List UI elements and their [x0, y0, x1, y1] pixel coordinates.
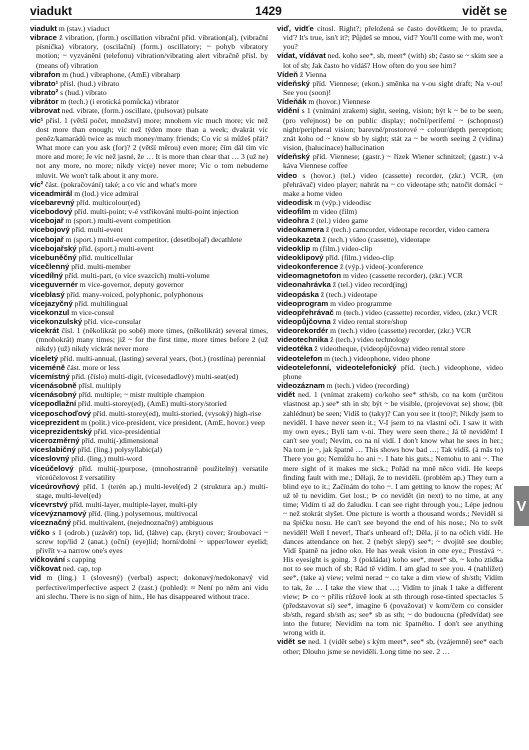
- entry-headword: videopřehrávač: [277, 307, 334, 317]
- entry-headword: videozáznam: [277, 381, 325, 391]
- entry-headword: videopáska: [277, 289, 319, 299]
- thumb-index-letter: V: [516, 497, 527, 515]
- entry-headword: vícebojařský: [30, 243, 77, 253]
- dictionary-entry: [30, 417, 268, 427]
- dictionary-entry: [277, 97, 503, 107]
- entry-definition: příd. (ling.) polysemous, multivocal: [86, 509, 198, 519]
- dictionary-entry: [277, 298, 503, 308]
- entry-headword: vícepodlažní: [30, 399, 77, 409]
- entry-definition: m (lod.) vice admiral: [72, 188, 139, 198]
- dictionary-entry: [277, 307, 503, 317]
- entry-headword: videotelefon: [277, 353, 323, 363]
- dictionary-entry: [277, 271, 503, 281]
- entry-definition: příd. multi-storey(ed), (AmE) multi-story/storied: [76, 399, 227, 409]
- entry-headword: víčkování: [30, 555, 66, 565]
- entry-definition: s (hovor.) (tel.) video (cassette) recorder, (zkr.) VCR, (en přehrávač) video player; nahrát na ~ co videotape sth; natočit domácí ~ make a home video: [283, 170, 503, 198]
- entry-headword: víceznačný: [30, 518, 72, 528]
- entry-headword: vícejazyčný: [30, 298, 73, 308]
- dictionary-entry: [30, 307, 268, 317]
- dictionary-entry: [30, 69, 268, 79]
- dictionary-entry: [30, 454, 268, 464]
- thumb-index-tab: [514, 486, 529, 526]
- entry-headword: vícevýznamový: [30, 509, 87, 519]
- dictionary-entry: [277, 344, 503, 354]
- entry-definition: příd. (sport.) multi-event: [76, 243, 154, 253]
- entry-definition: příd. many-voiced, polyphonic, polyphonous: [64, 289, 204, 299]
- entry-headword: vícemístný: [30, 371, 70, 381]
- entry-headword: videonahrávka: [277, 280, 331, 290]
- dictionary-entry: [277, 106, 503, 153]
- entry-headword: videokonference: [277, 262, 339, 272]
- entry-headword: vibrafon: [30, 69, 61, 79]
- right-guide-word: vidět se: [462, 4, 507, 18]
- dictionary-entry: [30, 262, 268, 272]
- dictionary-entry: [30, 555, 268, 565]
- dictionary-entry: [30, 436, 268, 446]
- entry-headword: videotéka: [277, 344, 313, 354]
- dictionary-entry: [277, 152, 503, 171]
- entry-headword: videoprogram: [277, 298, 329, 308]
- entry-definition: příd. multi(-)purpose, (mnohostranně použitelný) versatile víceúčelovost ž versatility: [36, 463, 268, 482]
- entry-definition: m video (cassette recorder), (zkr.) VCR: [341, 271, 463, 281]
- entry-definition: příd. Viennese; (ekon.) směnka na v-ou sight draft; Na v-ou! See you (soon)!: [283, 78, 503, 98]
- entry-headword: videotelefonní, videotelefonický: [277, 362, 397, 372]
- dictionary-entry: [277, 280, 503, 290]
- dictionary-entry: [30, 564, 268, 574]
- entry-definition: přísl. 1 (větší počet, množství) more; mnohem víc much more; víc než dost more than enough; víc než týden more than a week; dvakrát víc peněz/kamarádů twice as much money/many friends; Co víc si můžeš přát? What more can you ask (for)? 2 (větší měrou) even more; čím dál tím víc more and more; Je víc než jasné, že … It is more than clear that … 3 (už ne) not any more, no more; nikdy víc(e) never more; Víc o tom nebudeme mluvit. We won't talk about it any more.: [36, 115, 268, 180]
- entry-headword: viď, vidťe: [277, 24, 314, 33]
- dictionary-entry: [277, 381, 503, 391]
- entry-headword: vícekrát: [30, 326, 60, 336]
- entry-headword: víc²: [30, 179, 44, 189]
- entry-definition: příd. (tech.) videophone, video phone: [283, 362, 503, 381]
- dictionary-entry: [30, 362, 268, 372]
- entry-headword: víceposchoďový: [30, 408, 92, 418]
- entry-headword: vícenásobně: [30, 381, 77, 391]
- dictionary-entry: [277, 207, 503, 217]
- entry-definition: s (hud.) vibrato: [58, 88, 107, 98]
- dictionary-entry: [30, 298, 268, 308]
- entry-definition: příd. multi-event: [69, 225, 123, 235]
- dictionary-entry: [277, 216, 503, 226]
- entry-definition: m (stav.) viaduct: [56, 24, 110, 33]
- entry-headword: Vídeň: [277, 69, 298, 79]
- dictionary-entry: [30, 326, 268, 354]
- entry-definition: ned. koho see*, sb, meet* (with) sb; často se ~ skim see a lot of sb; Jak často ho vídáš? How often do you see him?: [283, 51, 503, 70]
- entry-definition: m vice-consul: [69, 307, 115, 317]
- entry-headword: vícebojař: [30, 216, 64, 226]
- entry-definition: příd. multi(-)dimensional: [79, 436, 159, 446]
- entry-headword: videomagnetofon: [277, 271, 342, 281]
- right-column: [277, 24, 503, 746]
- entry-definition: s capping: [65, 555, 96, 565]
- dictionary-entry: [30, 289, 268, 299]
- entry-headword: vídat, vídávat: [277, 51, 326, 61]
- entry-definition: příd. multiple; ~ mistr multiple champion: [76, 390, 205, 400]
- entry-definition: m (hud.) vibraphone, (AmE) vibraharp: [60, 69, 181, 79]
- entry-headword: vibrato²: [30, 88, 59, 98]
- entry-headword: víceblasý: [30, 289, 65, 299]
- dictionary-entry: [30, 225, 268, 235]
- entry-definition: ž video rental store/shop: [330, 317, 408, 326]
- dictionary-entry: [277, 289, 503, 299]
- dictionary-entry: [30, 188, 268, 198]
- entry-definition: příd. multi-layer, multiple-layer, multi-ply: [67, 500, 198, 510]
- entry-headword: vicekonzulský: [30, 317, 83, 326]
- dictionary-entry: [30, 399, 268, 409]
- entry-definition: ž (tech.) video technology: [328, 335, 410, 345]
- entry-definition: příd. multilingual: [72, 298, 128, 308]
- entry-definition: m (tech.) videophone, video phone: [322, 353, 431, 363]
- entry-headword: vidět se: [277, 637, 306, 647]
- entry-headword: videokamera: [277, 225, 325, 235]
- entry-headword: vícebodový: [30, 207, 73, 217]
- dictionary-entry: [277, 637, 503, 656]
- entry-headword: videodisk: [277, 197, 313, 207]
- entry-definition: příd. (ling.) multi-word: [69, 454, 143, 464]
- entry-definition: část. more or less: [65, 362, 120, 372]
- entry-headword: viceadmirál: [30, 188, 73, 198]
- entry-headword: víceúrovňový: [30, 481, 80, 491]
- dictionary-entry: [277, 390, 503, 638]
- dictionary-entry: [277, 262, 503, 272]
- entry-headword: videoklipový: [277, 252, 324, 262]
- dictionary-entry: [277, 78, 503, 98]
- entry-headword: víčkovat: [30, 564, 61, 574]
- dictionary-entry: [30, 426, 268, 436]
- dictionary-entry: [277, 197, 503, 207]
- entry-headword: vícebuněčný: [30, 252, 77, 262]
- dictionary-entry: [277, 170, 503, 198]
- entry-definition: m video programme: [328, 298, 392, 308]
- dictionary-entry: [30, 115, 268, 180]
- entry-headword: víc¹: [30, 115, 44, 125]
- entry-definition: příd. multicolour(ed): [74, 197, 141, 207]
- dictionary-entry: [277, 326, 503, 336]
- entry-definition: příd. (film.) video-clip: [323, 252, 394, 262]
- entry-definition: m (hovor.) Viennese: [306, 97, 370, 107]
- dictionary-entry: [30, 481, 268, 500]
- dictionary-entry: [277, 252, 503, 262]
- entry-headword: videohra: [277, 216, 310, 226]
- entry-definition: ž (tech.) video (cassette), videotape: [320, 234, 431, 244]
- entry-definition: příd. multi-storey(ed), multi-storied, (vysoký) high-rise: [91, 408, 262, 418]
- entry-headword: viceguvernér: [30, 280, 78, 290]
- entry-definition: ž (tech.) camcorder, videotape recorder, video camera: [324, 225, 490, 235]
- dictionary-entry: [277, 24, 503, 52]
- entry-headword: vícebarevný: [30, 197, 75, 207]
- entry-definition: příd. Viennese; (gastr.) ~ řízek Wiener schnitzel; (gastr.) v-á káva Viennese coffee: [283, 152, 503, 171]
- entry-definition: ž (tel.) video game: [309, 216, 368, 226]
- entry-definition: ned. vibrate, (form.) oscillate, (pulsovat) pulsate: [59, 106, 209, 116]
- entry-definition: ned. 1 (vidět sebe) s kým meet*, see* sb, (vzájemně) see* each other; Dlouho jsme se neviděli. Long time no see. 2 …: [283, 637, 503, 656]
- dictionary-entry: [30, 500, 268, 510]
- entry-headword: víčko: [30, 527, 50, 537]
- entry-definition: m (výp.) videodisc: [312, 197, 372, 207]
- entry-definition: ž videotheque, (videopůjčovna) video rental store: [312, 344, 465, 354]
- dictionary-entry: [30, 207, 268, 217]
- entry-definition: s 1 (vnímání zrakem) sight, seeing, vision; být k ~ be to be seen, (pro veřejnost) be on public display; noční/periferní ~ (schopnost) night/peripheral vision; barevné/prostorové ~ colour/depth perception; znát koho od ~ know sb by sight; stát za ~ be worth seeing 2 (vidina) vision, (halucinace) hallucination: [283, 106, 503, 153]
- entry-definition: příd. multi-point; v-é vstřikování multi-point injection: [72, 207, 239, 217]
- dictionary-entry: [30, 97, 268, 107]
- dictionary-entry: [30, 271, 268, 281]
- entry-definition: m (polit.) vice-president, vice president, (AmE, hovor.) veep: [79, 417, 265, 427]
- left-column: [30, 24, 268, 746]
- entry-headword: vícečlenný: [30, 262, 70, 272]
- entry-headword: viadukt: [30, 24, 57, 33]
- dictionary-entry: [30, 78, 268, 88]
- dictionary-entry: [30, 252, 268, 262]
- dictionary-entry: [30, 243, 268, 253]
- entry-headword: vibrátor: [30, 97, 59, 107]
- entry-definition: m (tech.) video (cassette) recorder, video, (zkr.) VCR: [333, 307, 498, 317]
- entry-definition: ž (výp.) video(-)conference: [338, 262, 424, 272]
- entry-definition: čísl. 1 (několikrát po sobě) more times, (několikrát) several times, (mnohokrát) many times; již ~ for the first time, more times before 2 (už nikdy) (už) nikdy víckrát never more: [36, 326, 268, 354]
- entry-headword: video: [277, 170, 298, 180]
- entry-definition: m (tech.) (i erotická pomůcka) vibrator: [58, 97, 180, 107]
- entry-definition: příd. multicellular: [76, 252, 134, 262]
- dictionary-entry: [277, 335, 503, 345]
- entry-definition: příd. multivalent, (nejednoznačný) ambiguous: [71, 518, 214, 528]
- dictionary-entry: [30, 381, 268, 391]
- dictionary-entry: [30, 518, 268, 528]
- entry-definition: m (tech.) video (cassette) recorder, (zkr.) VCR: [328, 326, 472, 336]
- entry-headword: vícerozměrný: [30, 436, 80, 446]
- dictionary-entry: [277, 69, 503, 79]
- entry-definition: část. (pokračování) také; a co víc and what's more: [43, 179, 197, 189]
- dictionary-entry: [30, 179, 268, 189]
- entry-definition: m video (film): [310, 207, 357, 217]
- entry-headword: vid: [30, 573, 42, 583]
- entry-definition: s 1 (odrob.) (uzávěr) top, lid, (láhve) cap, (kryt) cover; šroubovací ~ screw top/lid 2 (anat.) (oční) (eye)lid; horní/dolní ~ upper/lower eyelid; přivřít v-a narrow one's eyes: [36, 527, 268, 555]
- entry-definition: m vice-governor, deputy governor: [77, 280, 184, 290]
- entry-headword: vibrovat: [30, 106, 60, 116]
- entry-definition: příd. multi-part, (o více svazcích) multi-volume: [62, 271, 210, 281]
- entry-headword: viceméně: [30, 362, 66, 372]
- dictionary-entry: [30, 390, 268, 400]
- entry-headword: vídění: [277, 106, 300, 116]
- entry-definition: ned. cap, top: [60, 564, 102, 574]
- dictionary-entry: [30, 445, 268, 455]
- dictionary-entry: [277, 225, 503, 235]
- dictionary-entry: [277, 51, 503, 70]
- entry-headword: vibrace: [30, 33, 57, 43]
- entry-definition: příd. multi-member: [69, 262, 131, 272]
- entry-definition: ž (tech.) videotape: [318, 289, 378, 299]
- entry-headword: videotechnika: [277, 335, 329, 345]
- entry-headword: viceprezident: [30, 417, 80, 427]
- dictionary-entry: [277, 317, 503, 326]
- entry-headword: videoklip: [277, 243, 311, 253]
- entry-headword: vidět: [277, 390, 295, 400]
- dictionary-entry: [30, 197, 268, 207]
- dictionary-entry: [277, 243, 503, 253]
- dictionary-entry: [30, 371, 268, 381]
- running-header: [30, 4, 507, 20]
- entry-headword: videorekordér: [277, 326, 329, 336]
- entry-definition: ž vibration, (form.) oscillation vibrační příd. vibration(al), (vibrační písnička) vibratory, (oscilační) (form.) oscillatory; ~ pohyb vibratory motion; ~ vyzvánění (telefonu) vibration/vibrating alert vibračně přísl. by (means of) vibration: [36, 33, 268, 70]
- dictionary-entry: [277, 234, 503, 244]
- dictionary-entry: [30, 88, 268, 98]
- dictionary-entry: [30, 353, 268, 363]
- entry-definition: ned. 1 (vnímat zrakem) co/koho see* sth/sb, co na kom (určitou vlastnost ap.) see* sth in sb; být ~ be visible, (projevovat se) show, (bít zahlédnut) be seen; Vidíš to (taky)? Can you see it (too)?; Nikdy jsem to neviděl. I have never seen it.; V-I jsem to na vlastní oči. I saw it with my own eyes.; Bylí tam v-ni. They were seen there.; Já tě neviděm! I can't see you!; Nevím, co na ní vidí. I don't know what he sees in her.; Na tom je ~, jak špatně … This shows how bad …; Tak vidíš. (á mās to) There you go; Nemůžu ho ani ~. I hate his guts.; Nemohu to ani ~. The mere sight of it makes me sick.; Pořád na mně něco vidí. He keeps finding fault with me.; Dělají, že to neviděli. (problém ap.) They turn a blind eye to it.; Začínám do toho ~. I am getting to know the ropes; Ať už tě tu nevidím. Get lost.; ⊳ co nevidět (in next) to no time, at any time; Vidím ti až do žaludku. I can see right through you.; Lépe jednou ~ než stokrát slyšet. One picture is worth a thousand words.; Neviděl si na špičku nosu. He can't see beyond the end of his nose.; No to svět neviděl! Well I never!, That's unheard of!; Děla, jí to na očích vidí. He dances attendance on her. 2 (nebýt slepý) see*; ~ dvojitě see double; Vidí špatně na jedno oko. He has weak vision in one eye.; Prestává ~. His eyesight is going. 3 (pokládat) koho see*, meet* sb, ~ koho ztidka not to see much of sb; Rád tě vidím. I am glad to see you. 4 (nahlížet) see*, (take a) view; velmi nerad ~ co take a dim view of sh/sth; Vidím to tak, že … I take the view that …; Vidím to jinak I take a different view; ⊳ co ~ přílis růžově look at sth through rose-tinted spectacles 5 (představovat si) see*, imagine 6 (považovat) v kom/čem co consider sb/sth, regard sb/sth as; see* sb as sth; ~ do budoucna (předvídat) see into the future; Nevidím na tom nic špatného. I don't see anything wrong with it.: [283, 390, 503, 638]
- entry-definition: příd. vice-presidential: [91, 426, 161, 436]
- entry-definition: ž Vienna: [297, 69, 327, 79]
- entry-definition: m (sport.) multi-event competition: [63, 216, 171, 226]
- entry-headword: videokazeta: [277, 234, 321, 244]
- dictionary-entry: [30, 33, 268, 70]
- entry-definition: příd. multi-annual, (lasting) several years, (bot.) (rostlina) perennial: [58, 353, 266, 363]
- entry-definition: přísl. multiply: [76, 381, 122, 391]
- dictionary-entry: [30, 24, 268, 33]
- dictionary-entry: [30, 216, 268, 226]
- dictionary-entry: [30, 280, 268, 290]
- entry-definition: m (ling.) 1 (slovesný) (verbal) aspect; dokonavý/nedokonavý vid perfective/imperfective aspect 2 (zast.) (pohled): ≈ Není po něm ani vidu ani slechu. There is no sign of him., He has disappeared without trace.: [36, 573, 268, 601]
- entry-definition: příd. (číslo) multi-digit, (vícesedadlový) multi-seat(ed): [69, 371, 239, 381]
- entry-headword: víceslovný: [30, 454, 70, 464]
- dictionary-entry: [30, 527, 268, 555]
- entry-headword: Vídeňák: [277, 97, 307, 107]
- dictionary-entry: [30, 463, 268, 482]
- dictionary-entry: [30, 234, 268, 244]
- entry-headword: víceletý: [30, 353, 59, 363]
- entry-headword: vicekonzul: [30, 307, 70, 317]
- entry-headword: vícedílný: [30, 271, 63, 281]
- entry-headword: vibrato¹: [30, 78, 59, 88]
- dictionary-entry: [277, 353, 503, 363]
- dictionary-entry: [30, 408, 268, 418]
- page-number: 1429: [255, 4, 282, 18]
- left-guide-word: viadukt: [30, 4, 73, 18]
- dictionary-entry: [30, 573, 268, 601]
- entry-headword: viceprezidentský: [30, 426, 92, 436]
- header-rule: [30, 19, 507, 20]
- entry-definition: m (sport.) multi-event competitor, (desetibojař) decathlete: [63, 234, 242, 244]
- entry-headword: vídeňský: [277, 152, 310, 162]
- entry-headword: vícebojař: [30, 234, 64, 244]
- entry-headword: vícevrstvý: [30, 500, 68, 510]
- entry-definition: ž (tel.) video record(ing): [330, 280, 408, 290]
- entry-definition: citosl. Right?; přeložená se často dovětkem; Je to pravda, viď? It's true, isn't it?; Půjdeš se mnou, viď? You'll come with me, won't you?: [283, 24, 503, 52]
- entry-headword: víceúčelový: [30, 463, 74, 473]
- entry-definition: příd. vice-consular: [82, 317, 141, 326]
- entry-headword: videofilm: [277, 207, 311, 217]
- entry-definition: m (film.) video-clip: [310, 243, 373, 253]
- entry-definition: příd. 1 (terén ap.) multi-level(ed) 2 (struktura ap.) multi-stage, multi-level(ed): [36, 481, 268, 500]
- entry-headword: víceslabičný: [30, 445, 76, 455]
- entry-headword: videopůjčovna: [277, 317, 331, 326]
- dictionary-entry: [30, 509, 268, 519]
- dictionary-entry: [30, 106, 268, 116]
- entry-definition: příd. (ling.) polysyllabic(al): [75, 445, 162, 455]
- dictionary-entry: [277, 362, 503, 381]
- entry-definition: přísl. (hud.) vibrato: [58, 78, 120, 88]
- dictionary-entry: [30, 317, 268, 326]
- entry-headword: vícenásobný: [30, 390, 77, 400]
- entry-headword: vídeňský: [277, 78, 310, 88]
- entry-definition: m (tech.) video (recording): [324, 381, 409, 391]
- entry-headword: vícebojový: [30, 225, 70, 235]
